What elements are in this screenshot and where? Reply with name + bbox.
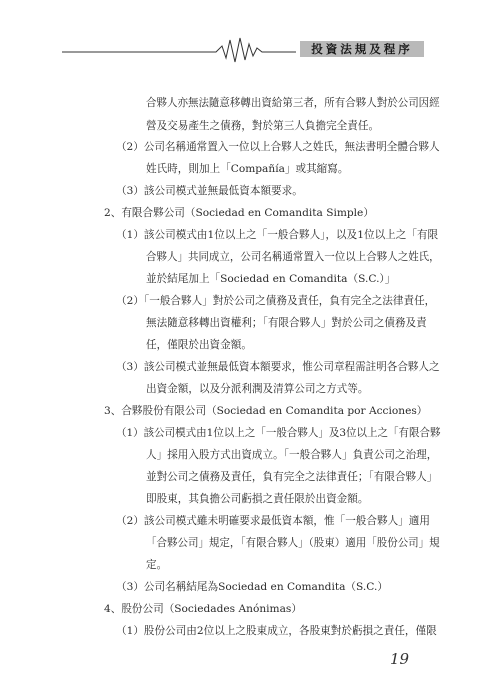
text-line: （1）股份公司由2位以上之股東成立，各股東對於虧損之責任，僅限 bbox=[116, 625, 437, 637]
text-line: （3）公司名稱結尾為Sociedad en Comandita（S.C.） bbox=[116, 581, 388, 593]
text-line: （2）該公司模式雖未明確要求最低資本額，惟「一般合夥人」適用 bbox=[116, 515, 430, 527]
text-line: 無法隨意移轉出資權利；「有限合夥人」對於公司之債務及責 bbox=[146, 317, 427, 329]
text-line: 並對公司之債務及責任，負有完全之法律責任；「有限合夥人」 bbox=[146, 471, 438, 483]
page-header bbox=[0, 0, 480, 70]
text-line: （2）「一般合夥人」對於公司之債務及責任，負有完全之法律責任， bbox=[116, 295, 436, 307]
section-heading: 2、有限合夥公司（Sociedad en Comandita Simple） bbox=[104, 207, 374, 219]
text-line: （3）該公司模式並無最低資本額要求。 bbox=[116, 185, 303, 197]
text-line: 出資金額，以及分派利潤及清算公司之方式等。 bbox=[146, 383, 369, 395]
text-line: 合夥人」共同成立，公司名稱通常置入一位以上合夥人之姓氏， bbox=[146, 251, 440, 263]
page-number: 19 bbox=[390, 650, 410, 668]
text-line: 營及交易產生之債務，對於第三人負擔完全責任。 bbox=[146, 120, 380, 132]
header-title: 投資法規及程序 bbox=[300, 41, 424, 57]
text-line: 合夥人亦無法隨意移轉出資給第三者，所有合夥人對於公司因經 bbox=[146, 97, 440, 109]
text-line: 「合夥公司」規定，「有限合夥人」（股東）適用「股份公司」規 bbox=[146, 537, 440, 549]
heartbeat-line-ornament bbox=[0, 0, 480, 70]
text-line: （1）該公司模式由1位以上之「一般合夥人」，以及1位以上之「有限 bbox=[116, 229, 439, 241]
text-line: （2）公司名稱通常置入一位以上合夥人之姓氏，無法書明全體合夥人 bbox=[116, 141, 440, 153]
text-line: 任，僅限於出資金額。 bbox=[146, 339, 252, 351]
text-line: 定。 bbox=[146, 559, 168, 571]
section-heading: 3、合夥股份有限公司（Sociedad en Comandita por Acciones） bbox=[104, 405, 428, 417]
text-line: 人」採用入股方式出資成立。「一般合夥人」負責公司之治理， bbox=[146, 449, 438, 461]
text-line: 姓氏時，則加上「Compañía」或其縮寫。 bbox=[146, 163, 349, 175]
text-line: （3）該公司模式並無最低資本額要求，惟公司章程需註明各合夥人之 bbox=[116, 361, 440, 373]
section-heading: 4、股份公司（Sociedades Anónimas） bbox=[104, 603, 302, 615]
text-line: （1）該公司模式由1位以上之「一般合夥人」及3位以上之「有限合夥 bbox=[116, 427, 441, 439]
text-line: 並於結尾加上「Sociedad en Comandita（S.C.）」 bbox=[146, 273, 396, 285]
text-line: 即股東，其負擔公司虧損之責任限於出資金額。 bbox=[146, 493, 369, 505]
